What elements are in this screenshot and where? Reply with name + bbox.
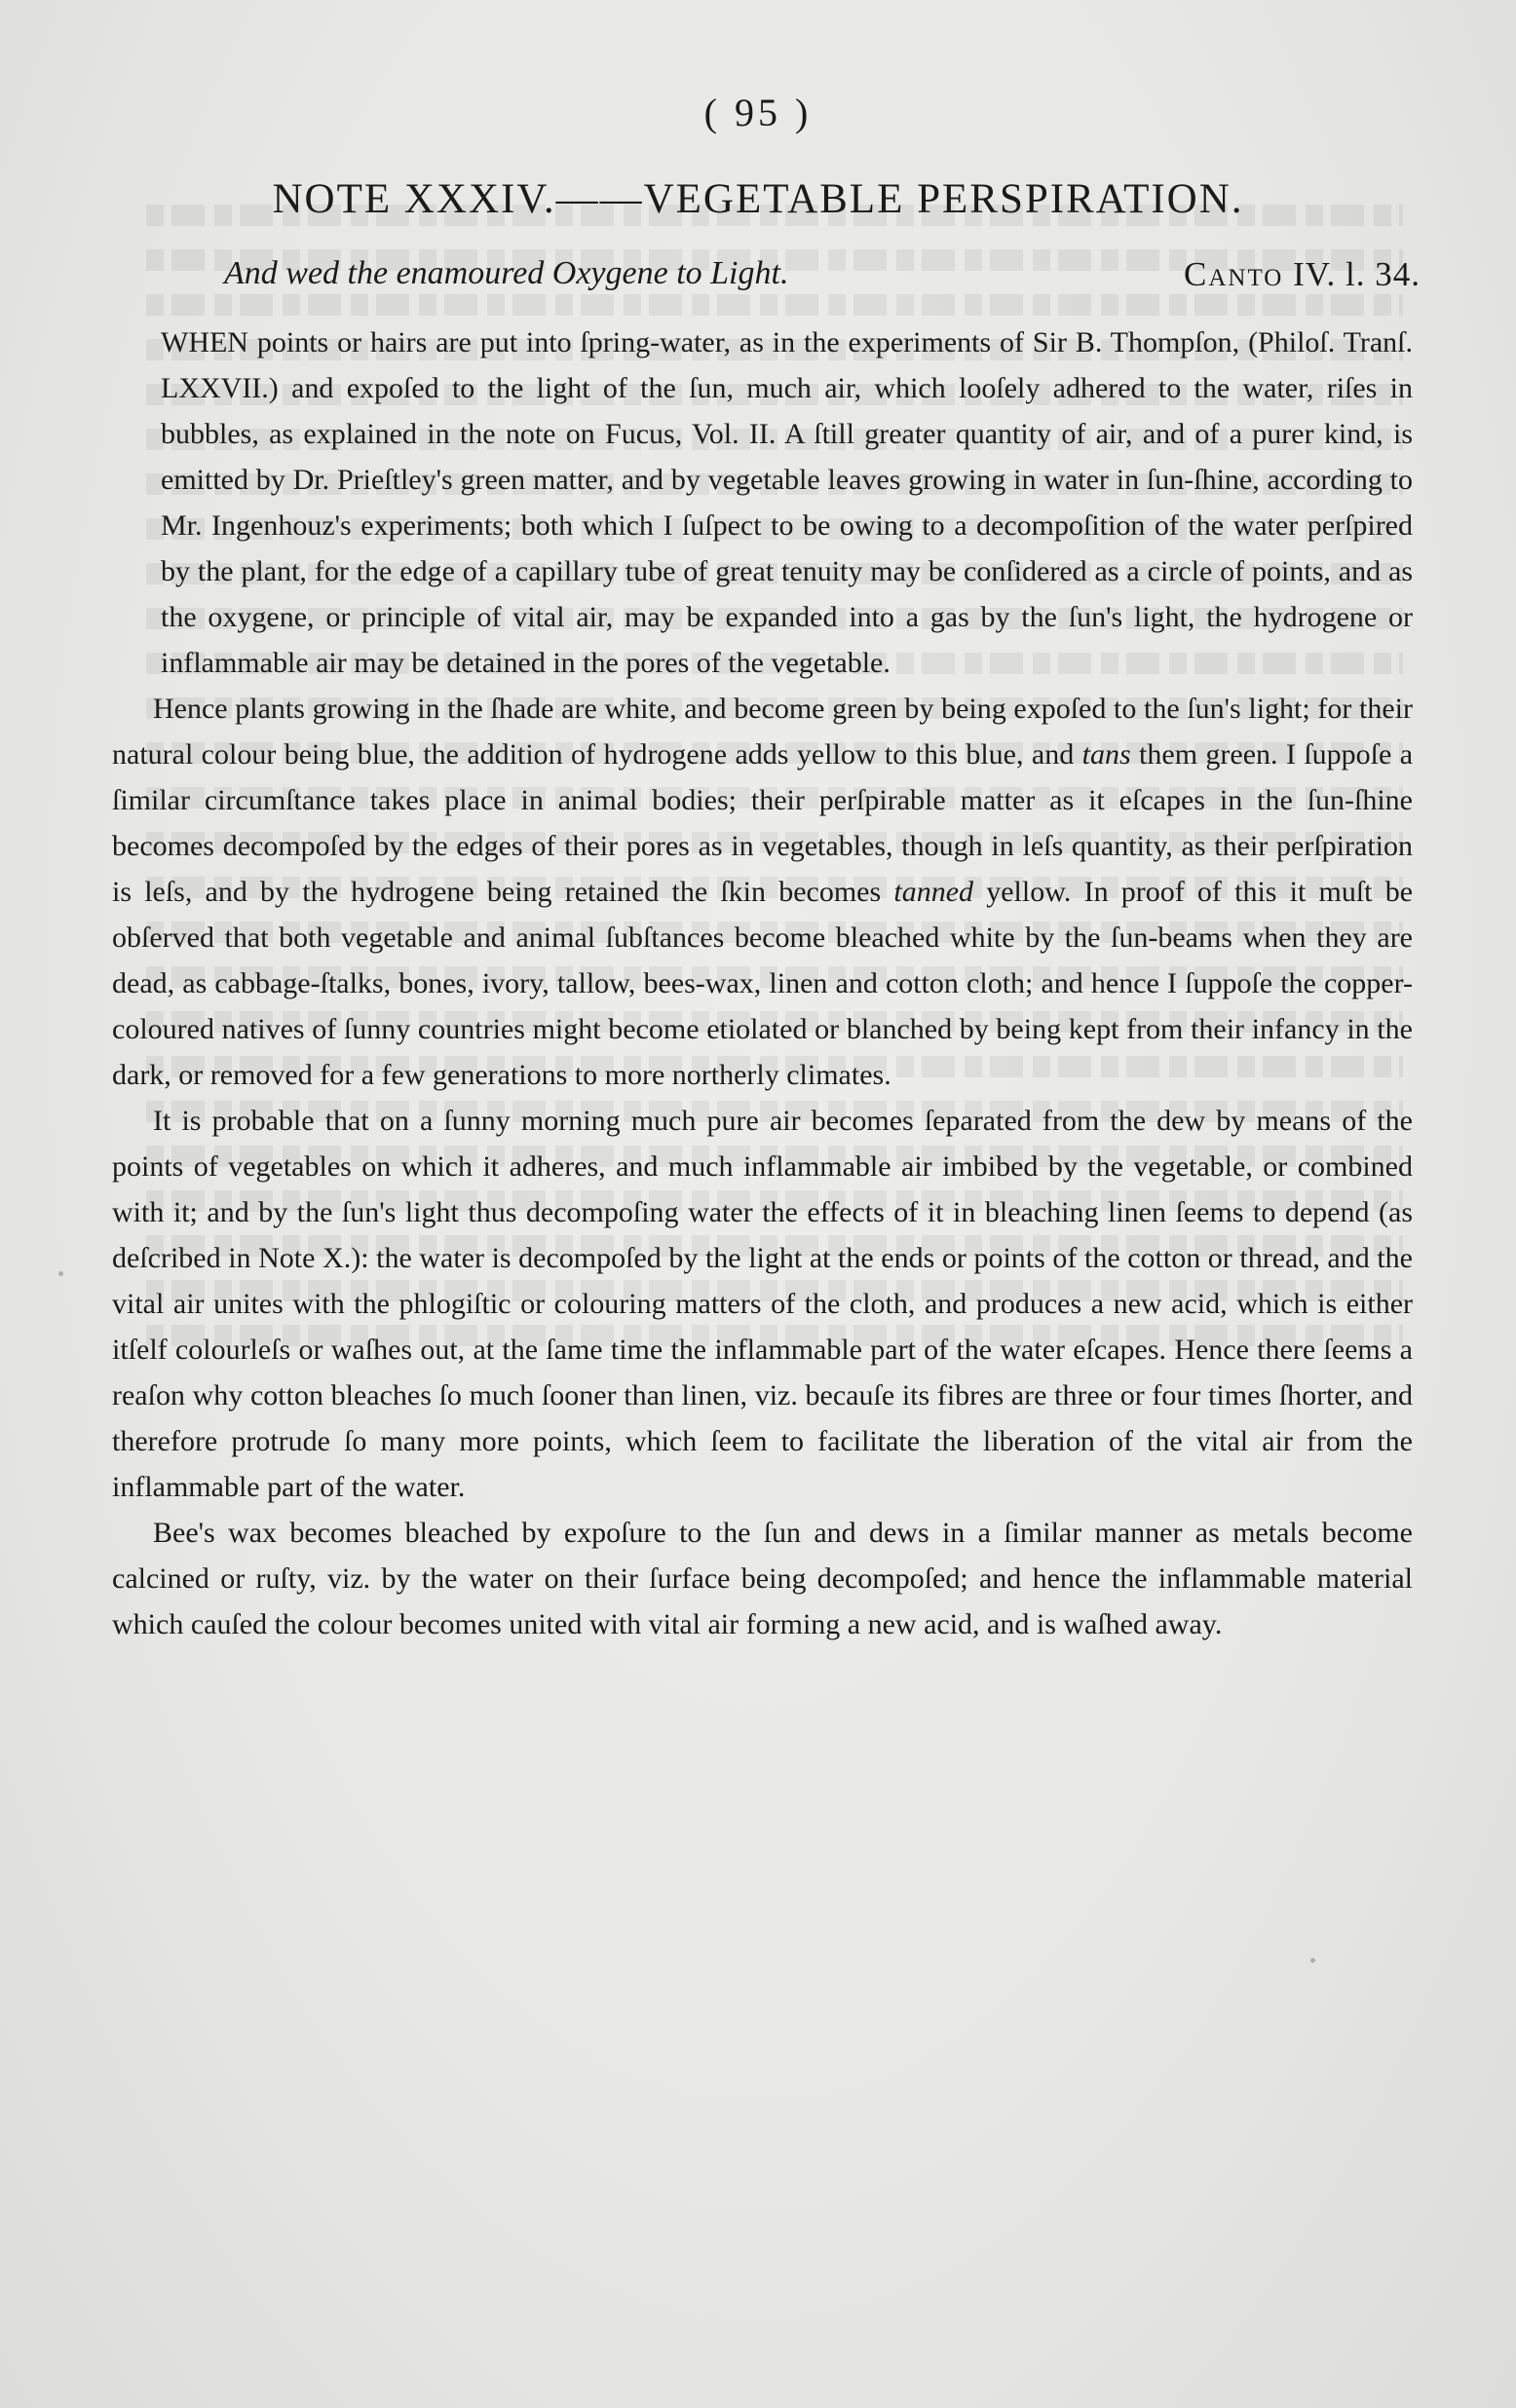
paragraph-4-text: Bee's wax becomes bleached by expoſure to the ſun and dews in a ſimilar manner as metals become calcined or ruſty, viz. by the water on their ſurface being decompoſed; and hence the inflammable material which cauſed the colour becomes united with vital air forming a new acid, and is waſhed away. — [112, 1517, 1413, 1640]
note-body — [112, 320, 1413, 1647]
ink-speck — [1310, 1958, 1315, 1963]
ink-speck — [58, 1271, 63, 1276]
paragraph-2-italic-b: tanned — [893, 876, 974, 908]
paragraph-1-text: points or hairs are put into ſpring-water, as in the experiments of Sir B. Thompſon, (Philoſ. Tranſ. LXXVII.) and expoſed to the light of the ſun, much air, which looſely adhered to the water, riſes in bubbles, as explained in the note on Fucus, Vol. II. A ſtill greater quantity of air, and of a purer kind, is emitted by Dr. Prieſtley's green matter, and by vegetable leaves growing in water in ſun-ſhine, according to Mr. Ingenhouz's experiments; both which I ſuſpect to be owing to a decompoſition of the water perſpired by the plant, for the edge of a capillary tube of great tenuity may be conſidered as a circle of points, and as the oxygene, or principle of vital air, may be expanded into a gas by the ſun's light, the hydrogene or inflammable air may be detained in the pores of the vegetable. — [161, 326, 1414, 679]
paragraph-1-opening-word: WHEN — [161, 326, 248, 358]
epigraph-row — [224, 255, 1421, 306]
paragraph-3-text: It is probable that on a ſunny morning much pure air becomes ſeparated from the dew by means of the points of vegetables on which it adheres, and much inflammable air imbibed by the vegetable, or combined with it; and by the ſun's light thus decompoſing water the effects of it in bleaching linen ſeems to depend (as deſcribed in Note X.): the water is decompoſed by the light at the ends or points of the cotton or thread, and the vital air unites with the phlogiſtic or colouring matters of the cloth, and produces a new acid, which is either itſelf colourleſs or waſhes out, at the ſame time the inflammable part of the water eſcapes. Hence there ſeems a reaſon why cotton bleaches ſo much ſooner than linen, viz. becauſe its fibres are three or four times ſhorter, and therefore protrude ſo many more points, which ſeem to facilitate the liberation of the vital air from the inflammable part of the water. — [112, 1105, 1413, 1503]
paragraph-2-italic-a: tans — [1081, 738, 1131, 771]
canto-line: IV. l. 34. — [1293, 255, 1421, 293]
paragraph-2-text-a: Hence plants growing in the ſhade are white, and become green by being expoſed to the ſun's light; for their natural colour being blue, the addition of hydrogene adds yellow to this blue, and — [112, 693, 1413, 771]
canto-reference — [1184, 255, 1421, 294]
paragraph-2 — [112, 686, 1413, 1098]
paragraph-2-text-c: yellow. In proof of this it muſt be obſerved that both vegetable and animal ſubſtances become bleached white by the ſun-beams when they are dead, as cabbage-ſtalks, bones, ivory, tallow, bees-wax, linen and cotton cloth; and hence I ſuppoſe the copper-coloured natives of ſunny countries might become etiolated or blanched by being kept from their infancy in the dark, or removed for a few generations to more northerly climates. — [112, 876, 1414, 1091]
canto-label: Canto — [1184, 255, 1284, 293]
paragraph-1 — [112, 320, 1413, 686]
note-title: NOTE XXXIV.——VEGETABLE PERSPIRATION. — [272, 176, 1244, 222]
paragraph-4 — [112, 1510, 1413, 1647]
page-number: ( 95 ) — [703, 91, 813, 134]
paragraph-2-text-b: them green. I ſuppoſe a ſimilar circumſtance takes place in animal bodies; their perſpirable matter as it eſcapes in the ſun-ſhine becomes decompoſed by the edges of their pores as in vegetables, though in leſs quantity, as their perſpiration is leſs, and by the hydrogene being retained the ſkin becomes — [112, 738, 1414, 908]
epigraph-quote: And wed the enamoured Oxygene to Light. — [224, 255, 789, 291]
paragraph-3 — [112, 1098, 1413, 1510]
